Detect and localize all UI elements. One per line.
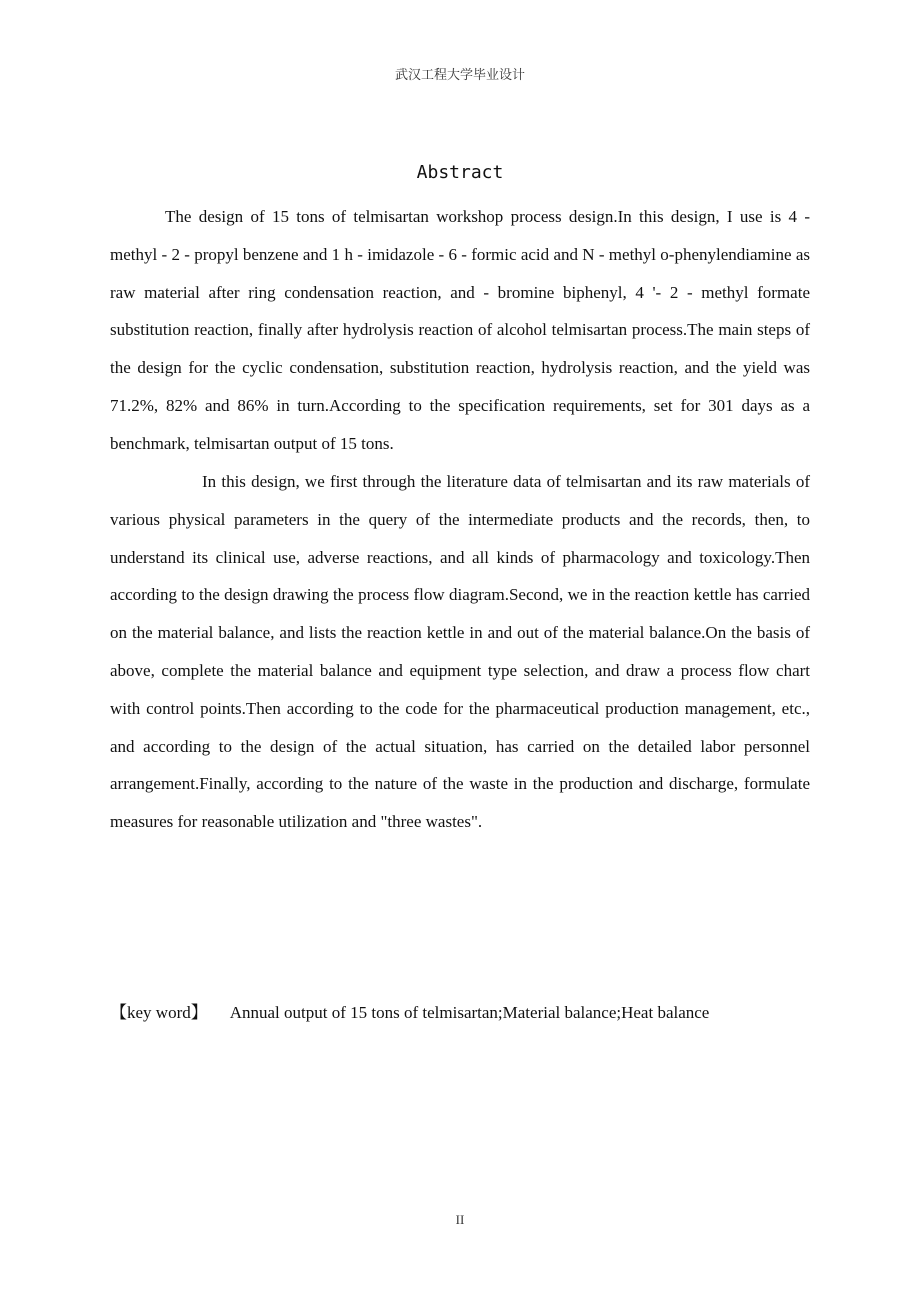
abstract-paragraph-1: The design of 15 tons of telmisartan workshop process design.In this design, I use is 4 - methyl - 2 - propyl benzene and 1 h - imidazole - 6 - formic acid and N - methyl o-phenylendiamine as raw material after ring condensation reaction, and - bromine biphenyl, 4 '- 2 - methyl formate substitution reaction, finally after hydrolysis reaction of alcohol telmisartan process.The main steps of the design for the cyclic condensation, substitution reaction, hydrolysis reaction, and the yield was 71.2%, 82% and 86% in turn.According to the specification requirements, set for 301 days as a benchmark, telmisartan output of 15 tons. <box>110 207 810 453</box>
keywords-text: Annual output of 15 tons of telmisartan;Material balance;Heat balance <box>229 1003 710 1022</box>
keywords-line <box>110 998 810 1023</box>
abstract-title: Abstract <box>416 162 504 183</box>
abstract-paragraph-2: In this design, we first through the literature data of telmisartan and its raw materials of various physical parameters in the query of the intermediate products and the records, then, to understand its clinical use, adverse reactions, and all kinds of pharmacology and toxicology.Then according to the design drawing the process flow diagram.Second, we in the reaction kettle has carried on the material balance, and lists the reaction kettle in and out of the material balance.On the basis of above, complete the material balance and equipment type selection, and draw a process flow chart with control points.Then according to the code for the pharmaceutical production management, etc., and according to the design of the actual situation, has carried on the detailed labor personnel arrangement.Finally, according to the nature of the waste in the production and discharge, formulate measures for reasonable utilization and "three wastes". <box>110 472 810 832</box>
page-header: 武汉工程大学毕业设计 <box>394 68 525 83</box>
keywords-label: 【key word】 <box>110 1003 208 1022</box>
page-number: II <box>455 1212 465 1227</box>
